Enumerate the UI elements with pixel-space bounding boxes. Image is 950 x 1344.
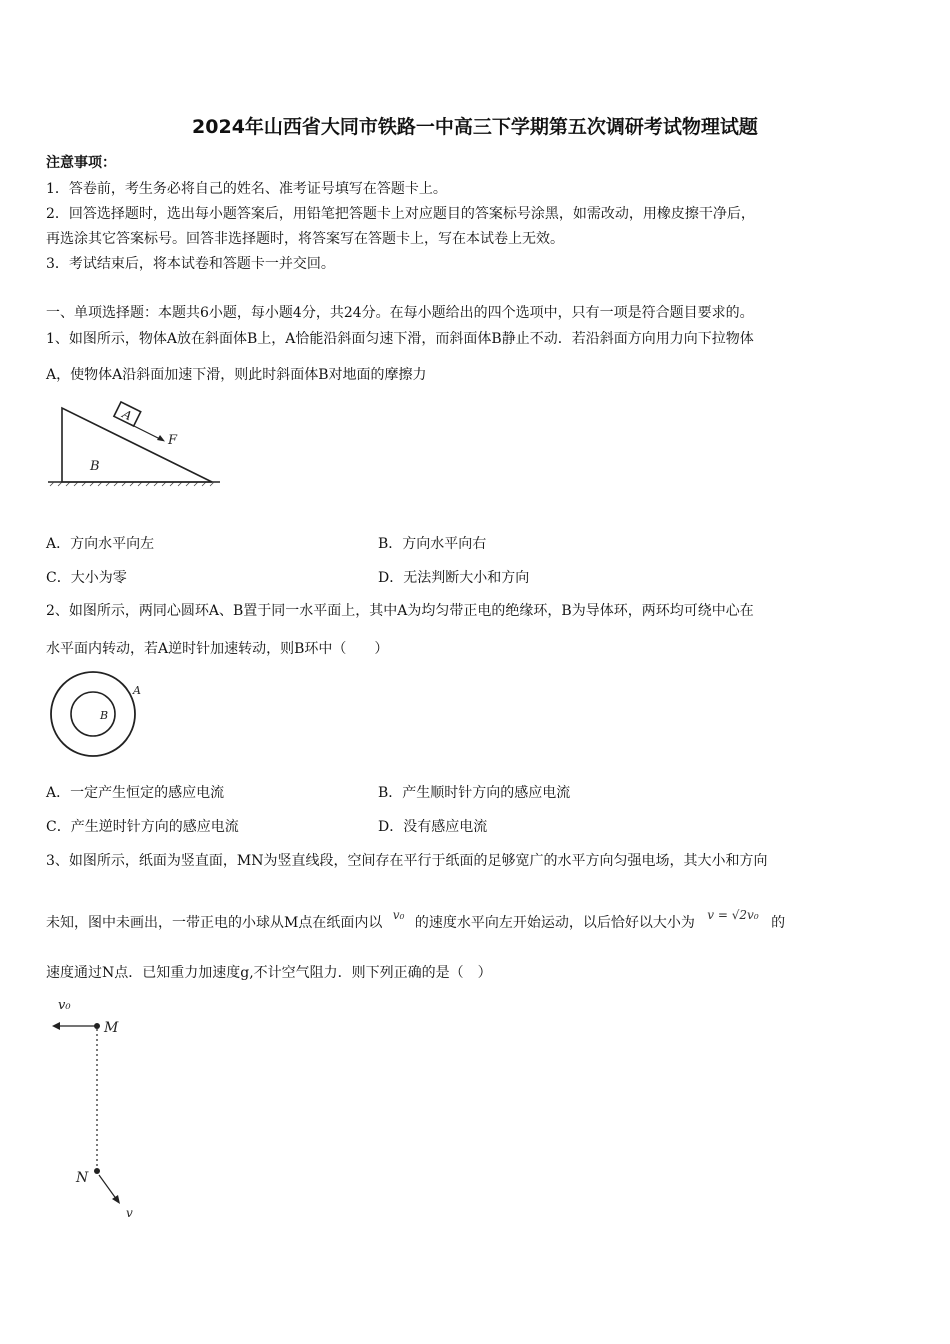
q3-stem-line2-part2: 的速度水平向左开始运动，以后恰好以大小为 xyxy=(414,915,695,931)
q1-stem-line1: 1、如图所示，物体A放在斜面体B上，A恰能沿斜面匀速下滑，而斜面体B静止不动．若沿斜面方向用力向下拉物体 xyxy=(46,331,754,347)
q3-v0-label: v₀ xyxy=(58,998,71,1013)
q1-force-label: F xyxy=(168,433,178,448)
q2-rings-figure xyxy=(44,668,154,760)
q3-v0-symbol: v₀ xyxy=(392,908,405,922)
q1-option-c[interactable]: C．大小为零 xyxy=(46,570,127,586)
q2-option-b[interactable]: B．产生顺时针方向的感应电流 xyxy=(378,785,571,801)
q1-option-d[interactable]: D．无法判断大小和方向 xyxy=(378,570,530,586)
q3-point-n-label: N xyxy=(76,1170,89,1186)
notice-item-3: 3．考试结束后，将本试卷和答题卡一并交回。 xyxy=(46,256,335,272)
q3-velocity-formula: v = √2v₀ xyxy=(707,908,759,922)
q1-option-b[interactable]: B．方向水平向右 xyxy=(378,536,487,552)
q2-option-d[interactable]: D．没有感应电流 xyxy=(378,819,488,835)
q3-v-label: v xyxy=(126,1206,133,1220)
page-title: 2024年山西省大同市铁路一中高三下学期第五次调研考试物理试题 xyxy=(192,116,758,138)
q3-point-m-label: M xyxy=(104,1020,119,1036)
q2-option-a[interactable]: A．一定产生恒定的感应电流 xyxy=(46,785,225,801)
notice-item-2-cont: 再选涂其它答案标号。回答非选择题时，将答案写在答题卡上，写在本试卷上无效。 xyxy=(46,231,564,247)
q1-block-label: A xyxy=(120,406,135,424)
q2-inner-ring-label: B xyxy=(100,709,109,722)
q3-stem-line2 xyxy=(46,908,786,932)
q2-outer-ring-label: A xyxy=(133,684,141,697)
q2-stem-line1: 2、如图所示，两同心圆环A、B置于同一水平面上，其中A为均匀带正电的绝缘环，B为导体环，两环均可绕中心在 xyxy=(46,603,754,619)
section-heading: 一、单项选择题：本题共6小题，每小题4分，共24分。在每小题给出的四个选项中，只有一项是符合题目要求的。 xyxy=(46,305,754,321)
q3-stem-line2-part3: 的 xyxy=(771,915,786,931)
q1-stem-line2: A，使物体A沿斜面加速下滑，则此时斜面体B对地面的摩擦力 xyxy=(46,367,427,383)
notice-item-1: 1．答卷前，考生务必将自己的姓名、准考证号填写在答题卡上。 xyxy=(46,181,447,197)
q3-trajectory-figure xyxy=(46,992,156,1224)
q1-body-label: B xyxy=(90,459,100,474)
q3-stem-line2-part1: 未知，图中未画出，一带正电的小球从M点在纸面内以 xyxy=(46,915,383,931)
notice-heading: 注意事项： xyxy=(46,155,116,171)
q2-option-c[interactable]: C．产生逆时针方向的感应电流 xyxy=(46,819,239,835)
q2-stem-line2: 水平面内转动，若A逆时针加速转动，则B环中（ ） xyxy=(46,641,389,657)
q3-stem-line3: 速度通过N点．已知重力加速度g,不计空气阻力．则下列正确的是（ ） xyxy=(46,965,492,981)
notice-item-2: 2．回答选择题时，选出每小题答案后，用铅笔把答题卡上对应题目的答案标号涂黑，如需改动，用橡皮擦干净后， xyxy=(46,206,755,222)
q1-option-a[interactable]: A．方向水平向左 xyxy=(46,536,155,552)
q1-incline-figure xyxy=(44,400,224,492)
q3-stem-line1: 3、如图所示，纸面为竖直面，MN为竖直线段，空间存在平行于纸面的足够宽广的水平方向匀强电场，其大小和方向 xyxy=(46,853,768,869)
